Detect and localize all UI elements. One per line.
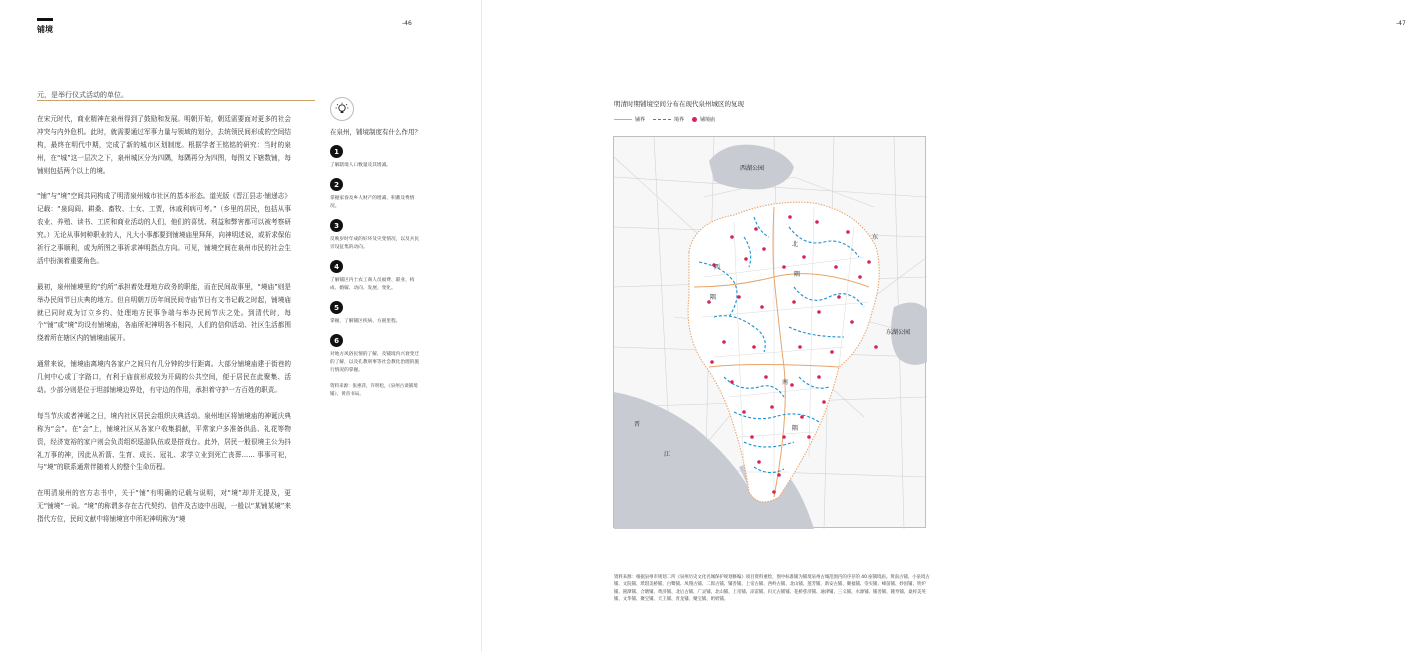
legend-label: 铺境庙: [700, 117, 716, 123]
sidebar-item: [330, 219, 422, 252]
jingjie-line-swatch: [653, 119, 671, 120]
sidebar-item-text: 掌握家眷及乡人财产的增减、积蓄及费情况。: [330, 196, 415, 209]
sidebar-source: 资料来源：张惠萍，许明松，《泉州古谈铺境铺》，黄帝书局。: [330, 384, 418, 397]
page-number-right: -47: [1396, 20, 1406, 27]
legend-label: 铺界: [635, 117, 646, 123]
map-title: 明清时期铺境空间分布在现代泉州城区的复现: [614, 100, 744, 108]
sidebar-question: 在泉州，铺境制度有什么作用？: [330, 128, 421, 136]
sidebar-item-text: 了解辖境人口数量及其增减。: [330, 163, 391, 168]
map-canvas: [614, 137, 927, 529]
temple-dot-swatch: [692, 117, 697, 122]
sidebar-item-text: 了解铺区内士农工商人员福费、职业、构成、婚嫁、动向、发展、变化。: [330, 278, 415, 291]
number-badge: 1: [330, 145, 343, 158]
label-south-ou: 隅: [792, 425, 799, 432]
sidebar-item: [330, 301, 422, 326]
map-footnote: 资料来源：根据泉州市规划二所《泉州历史文化名城保护规划修编》项目资料重绘，图中标准铺为铺境泉州古城范围内的序存的 40 座铺境庙。黄南古铺、小泉境古铺、文院铺、玳瑁美桥铺、白鹭铺、凤翔古铺、二郎古铺、铺善铺、上帝古铺、西岭古铺、北山铺、莲芳铺、新安古铺、聚福铺、崇实铺、峰前铺、妙因铺、铁炉铺、圆潭铺、合塘铺、黄济铺、北后古铺、广灵铺、北山铺、上帝铺、凉雷铺、归元古铺铺、花桥慈济铺、通津铺、三义铺、水源铺、铺善铺、隆寿铺、桑梓美英铺、文华铺、聚宝铺、天王铺、青龙铺、聚宝铺、奶奶铺。: [614, 575, 930, 603]
left-page: [0, 0, 482, 652]
page-number-left: -46: [402, 20, 412, 27]
label-west-ou: 隅: [710, 294, 717, 301]
number-badge: 5: [330, 301, 343, 314]
paragraph: 最初，泉州铺境里的“约所”承担着处理地方政务的职能，而在民间故事里，“境庙”则是举办民间节日庆典的地方。但自明朝万历年间民间寺庙节日有文书记载之时起，铺境庙就已同时成为订立乡约、处理地方民事争端与举办民间节庆之处。到清代时，每个“铺”或“境”均设有铺境庙，各庙所祀神明各不相同，人们的信仰活动、社区生活都围绕着所在辖区内的铺境庙展开。: [37, 282, 291, 343]
paragraph: 每当节庆或者神诞之日，境内社区居民会组织庆典活动。泉州地区将铺境庙的神诞庆典称为“会”。在“会”上，铺境社区从各家户收集捐献，平常家户多准备供品、礼花等物资，经济宽裕的家户则会负责组织巡游队伍或是搭戏台。此外，居民一般很境主公为抖礼万事的神，因此从祈箭、生育、成长、冠礼、求学立业到死亡丧葬…… 事事可祀，与“境”的联系通常伴随着人的整个生命历程。: [37, 411, 291, 472]
label-bei: 北: [792, 241, 799, 248]
number-badge: 4: [330, 260, 343, 273]
paragraph: “铺”与“境”空间共同构成了明清泉州城市社区的基本形态。道光版《晋江县志·铺递志》记载：“泉闾阎、耕桑、畜牧、士女、工贾，休戚利病可考。”（乡里的居民，包括从事农业、养殖、读书、工匠和商业活动的人们，他们的喜忧、利益和弊害都可以被考察研究。）无论从事何种职业的人，凡大小事都要到铺境庙里拜拜，向神明述说，或祈求保佑祈行之事顺利，或为所图之事祈求神明指点方向。可见，铺境空间在泉州市民的社会生活中扮演着重要角色。: [37, 192, 291, 265]
continued-subhead: 元，是举行仪式活动的单位。: [37, 91, 128, 99]
section-marker-bar: [37, 18, 53, 21]
sidebar-item: [330, 334, 422, 375]
legend-temple: [692, 116, 715, 123]
subhead-rule: [37, 100, 315, 101]
label-nan: 南: [782, 379, 789, 386]
number-badge: 2: [330, 178, 343, 191]
sidebar-item: [330, 145, 422, 170]
sidebar-item: [330, 178, 422, 211]
sidebar-item-text: 对地方风俗民情的了解，及铺境内兴衰变迁的了解，以及孔教刑事等社会教化治理的施行情况的掌握。: [330, 352, 420, 373]
label-jiang: 江: [664, 451, 671, 458]
paragraph: 在明清泉州的官方志书中，关于“铺”有明确的记载与说明，对“境”却并无提及，更无“铺境”一说。“境”的称谓多存在古代契约、信件及古迹中出现，一般以“某铺某境”来指代方位，民间文献中将铺境宫中所祀神明称为“境: [37, 489, 291, 524]
label-east-lake: 东湖公园: [886, 329, 911, 336]
map-legend: [614, 116, 715, 123]
district-map: [613, 136, 926, 528]
legend-jingjie: [653, 116, 684, 123]
section-title: 铺境: [37, 25, 53, 34]
pujie-line-swatch: [614, 119, 632, 120]
paragraph: 在宋元时代，商业精神在泉州得到了鼓励和发展。明朝开始，朝廷需要面对更多的社会冲突与内外危机。此时，就需要通过军事力量与领域的划分，去统领民间形成的空间结构，最终在明代中期，完成了新的城市区划制度。根据学者王铭铭的研究：当时的泉州，在“城”这一层次之下，泉州城区分为四隅，每隅再分为四图，每图又下辖数铺，每铺则包括两个以上的境。: [37, 115, 291, 175]
sidebar-item-text: 反映岁时年成的好坏及灾变情况，以及兵民旁设征集的动向。: [330, 237, 420, 250]
label-west-lake: 西湖公园: [740, 165, 765, 172]
label-xi: 西: [714, 264, 721, 271]
legend-pujie: [614, 116, 645, 123]
lightbulb-icon: [330, 97, 354, 121]
legend-label: 境界: [674, 117, 685, 123]
sidebar-item-text: 掌握、了解铺区疾病、方圆里程。: [330, 319, 401, 324]
paragraph: 通常来说，铺境庙离境内各家户之间只有几分钟的步行距离。大部分铺境庙建于街巷的几何中心或丁字路口，有利于庙前形成较为开阔的公共空间，便于居民在此聚集、活动。少部分则是位于坦部铺境边界处，有守边的作用，承担着守护一方百姓的职责。: [37, 360, 291, 394]
sidebar-item: [330, 260, 422, 293]
label-jin: 晋: [634, 421, 641, 428]
sidebar-panel: [330, 97, 422, 398]
label-dong: 东: [872, 234, 879, 241]
number-badge: 6: [330, 334, 343, 347]
label-north-ou: 隅: [794, 271, 801, 278]
number-badge: 3: [330, 219, 343, 232]
body-text-column: [37, 113, 291, 539]
